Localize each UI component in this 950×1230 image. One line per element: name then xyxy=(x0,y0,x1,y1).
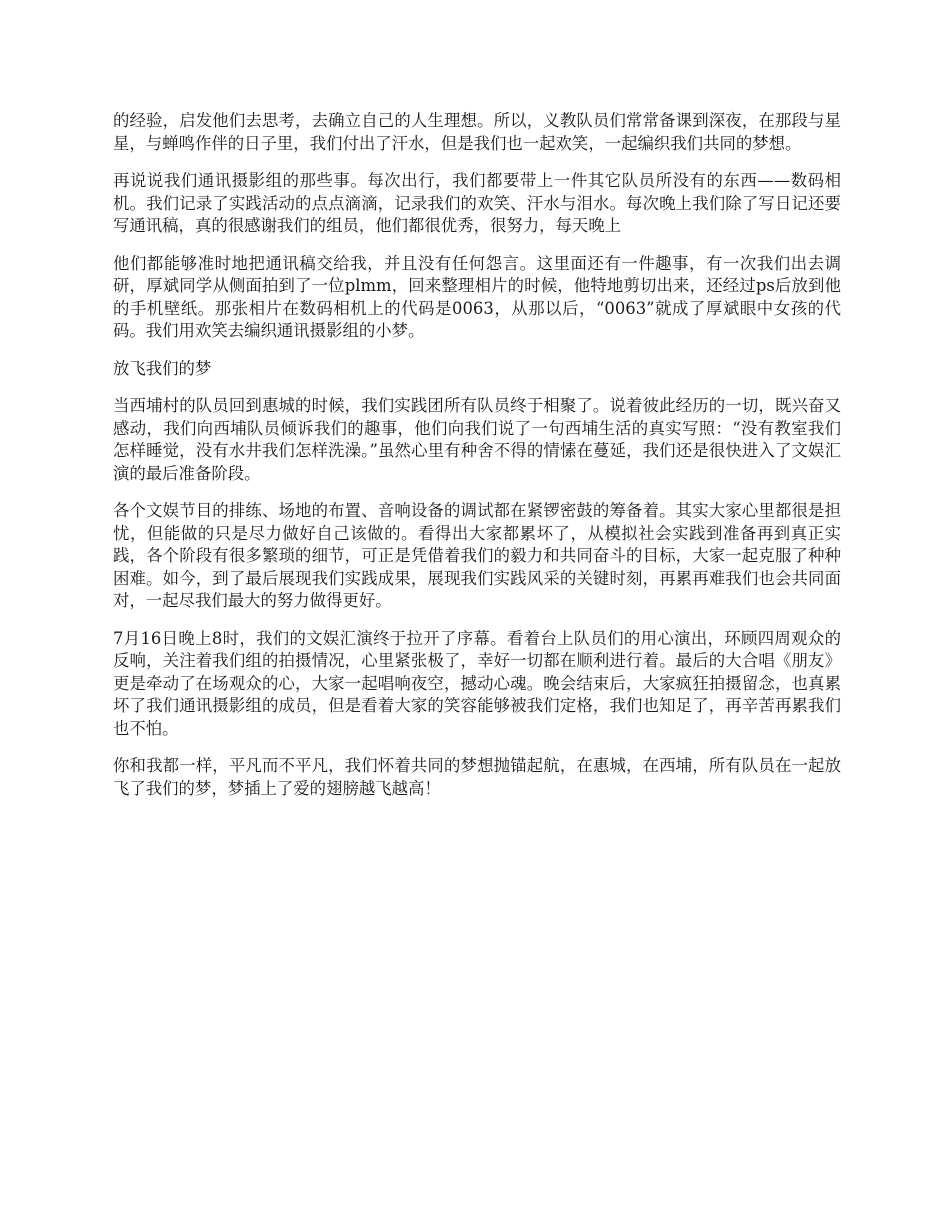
paragraph-conclusion: 你和我都一样，平凡而不平凡，我们怀着共同的梦想抛锚起航，在惠城，在西埔，所有队员在一起放飞了我们的梦，梦插上了爱的翅膀越飞越高！ xyxy=(113,756,841,798)
paragraph-photo-group: 再说说我们通讯摄影组的那些事。每次出行，我们都要带上一件其它队员所没有的东西——数码相机。我们记录了实践活动的点点滴滴，记录我们的欢笑、汗水与泪水。每次晚上我们除了写日记还要写通讯稿，真的很感谢我们的组员，他们都很优秀，很努力，每天晚上 xyxy=(113,171,841,235)
paragraph-volunteer-teaching: 的经验，启发他们去思考，去确立自己的人生理想。所以，义教队员们常常备课到深夜，在那段与星星，与蝉鸣作伴的日子里，我们付出了汗水，但是我们也一起欢笑，一起编织我们共同的梦想。 xyxy=(113,111,841,153)
section-heading: 放飞我们的梦 xyxy=(113,358,212,378)
paragraph-performance: 7月16日晚上8时，我们的文娱汇演终于拉开了序幕。看着台上队员们的用心演出，环顾四周观众的反响，关注着我们组的拍摄情况，心里紧张极了，幸好一切都在顺利进行着。最后的大合唱《朋友》更是牵动了在场观众的心，大家一起唱响夜空，撼动心魂。晚会结束后，大家疯狂拍摄留念，也真累坏了我们通讯摄影组的成员，但是看着大家的笑容能够被我们定格，我们也知足了，再辛苦再累我们也不怕。 xyxy=(113,628,841,738)
paragraph-preparation: 各个文娱节目的排练、场地的布置、音响设备的调试都在紧锣密鼓的筹备着。其实大家心里都很是担忧，但能做的只是尽力做好自己该做的。看得出大家都累坏了，从模拟社会实践到准备再到真正实践，各个阶段有很多繁琐的细节，可正是凭借着我们的毅力和共同奋斗的目标，大家一起克服了种种困难。如今，到了最后展现我们实践成果，展现我们实践风采的关键时刻，再累再难我们也会共同面对，一起尽我们最大的努力做得更好。 xyxy=(113,501,841,610)
document-body xyxy=(113,110,841,815)
paragraph-reunion: 当西埔村的队员回到惠城的时候，我们实践团所有队员终于相聚了。说着彼此经历的一切，既兴奋又感动，我们向西埔队员倾诉我们的趣事，他们向我们说了一句西埔生活的真实写照：“没有教室我们怎样睡觉，没有水井我们怎样洗澡。”虽然心里有种舍不得的情愫在蔓延，我们还是很快进入了文娱汇演的最后准备阶段。 xyxy=(113,396,841,483)
paragraph-0063-story: 他们都能够准时地把通讯稿交给我，并且没有任何怨言。这里面还有一件趣事，有一次我们出去调研，厚斌同学从侧面拍到了一位plmm，回来整理相片的时候，他特地剪切出来，还经过ps后放到他的手机壁纸。那张相片在数码相机上的代码是0063，从那以后，“0063”就成了厚斌眼中女孩的代码。我们用欢笑去编织通讯摄影组的小梦。 xyxy=(113,253,841,340)
